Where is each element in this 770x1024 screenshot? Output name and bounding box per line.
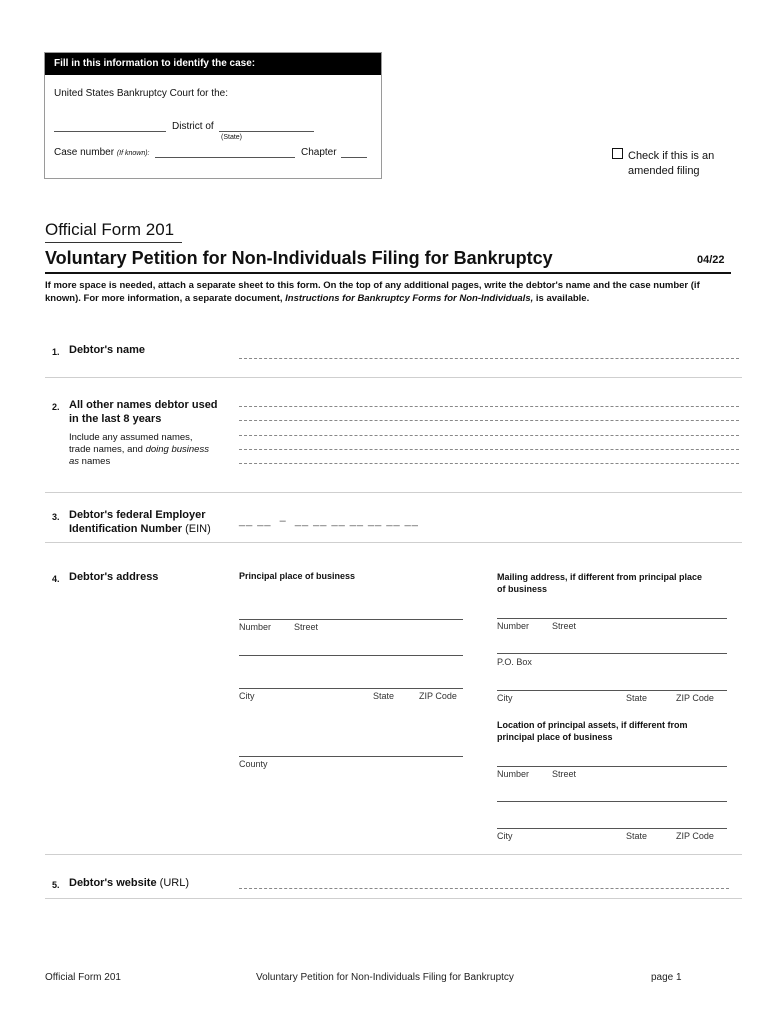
- item-4-label: Debtor's address: [69, 571, 159, 583]
- zip-label: ZIP Code: [676, 693, 714, 703]
- street-label: Street: [294, 622, 319, 632]
- court-line: United States Bankruptcy Court for the:: [54, 88, 228, 99]
- separator: [45, 492, 742, 493]
- other-name-field-2[interactable]: [239, 420, 739, 421]
- principal-street-field-2[interactable]: [239, 655, 463, 656]
- number-label: Number: [497, 621, 530, 631]
- item-1-number: 1.: [52, 347, 60, 357]
- amended-label: Check if this is an amended filing: [628, 150, 715, 177]
- principal-heading: Principal place of business: [239, 571, 356, 581]
- title-rule: [45, 272, 731, 274]
- location-street-field[interactable]: [497, 766, 727, 767]
- item-5-number: 5.: [52, 880, 60, 890]
- number-label: Number: [497, 769, 530, 779]
- mailing-city-field[interactable]: [497, 690, 727, 691]
- item-3-label: Debtor's federal Employer Identification Number (EIN): [69, 509, 211, 535]
- city-label: City: [239, 691, 255, 701]
- item-2-number: 2.: [52, 402, 60, 412]
- ein-field[interactable]: __ __ – __ __ __ __ __ __ __: [239, 515, 419, 527]
- other-name-field-1[interactable]: [239, 406, 739, 407]
- page-number: page 1: [651, 972, 682, 983]
- principal-city-field[interactable]: [239, 688, 463, 689]
- case-info-box: [44, 52, 382, 179]
- mailing-pobox-field[interactable]: [497, 653, 727, 654]
- chapter-label: Chapter: [301, 147, 337, 158]
- intro-text: If more space is needed, attach a separate sheet to this form. On the top of any additional pages, write the debtor's name and the case number (if known). For more information, a separate document, Instructions for Bankruptcy Forms for Non-Individuals, is available.: [45, 280, 700, 304]
- other-name-field-5[interactable]: [239, 463, 739, 464]
- state-label: State: [626, 693, 648, 703]
- case-number-label: Case number (If known):: [54, 147, 150, 158]
- po-box-label: P.O. Box: [497, 657, 532, 667]
- page-title: Voluntary Petition for Non-Individuals Filing for Bankruptcy: [45, 248, 553, 268]
- county-label: County: [239, 759, 268, 769]
- item-1-label: Debtor's name: [69, 344, 145, 356]
- form-version: 04/22: [697, 254, 725, 266]
- separator: [45, 377, 742, 378]
- item-5-label: Debtor's website (URL): [69, 877, 189, 889]
- zip-label: ZIP Code: [419, 691, 457, 701]
- website-field[interactable]: [239, 888, 729, 889]
- form-name-underline: [45, 242, 182, 243]
- state-label: (State): [221, 134, 243, 141]
- other-name-field-4[interactable]: [239, 449, 739, 450]
- district-label: District of: [172, 121, 214, 132]
- mailing-street-field[interactable]: [497, 618, 727, 619]
- footer-form-name: Official Form 201: [45, 972, 121, 983]
- number-label: Number: [239, 622, 272, 632]
- separator: [45, 898, 742, 899]
- district-field[interactable]: [219, 131, 314, 132]
- principal-street-field[interactable]: [239, 619, 463, 620]
- city-label: City: [497, 693, 513, 703]
- street-label: Street: [552, 769, 577, 779]
- case-box-header: Fill in this information to identify the case:: [45, 53, 381, 75]
- debtor-name-field[interactable]: [239, 358, 739, 359]
- item-3-number: 3.: [52, 512, 60, 522]
- form-name: Official Form 201: [45, 220, 175, 239]
- item-2-note: Include any assumed names, trade names, and doing business as names: [69, 432, 209, 467]
- item-4-number: 4.: [52, 574, 60, 584]
- zip-label: ZIP Code: [676, 831, 714, 841]
- other-name-field-3[interactable]: [239, 435, 739, 436]
- street-label: Street: [552, 621, 577, 631]
- separator: [45, 854, 742, 855]
- location-city-field[interactable]: [497, 828, 727, 829]
- court-name-field[interactable]: [54, 131, 166, 132]
- location-heading: Location of principal assets, if different from principal place of business: [497, 720, 688, 742]
- city-label: City: [497, 831, 513, 841]
- item-2-label: All other names debtor used in the last 8 years: [69, 399, 218, 425]
- location-street-field-2[interactable]: [497, 801, 727, 802]
- state-label: State: [626, 831, 648, 841]
- separator: [45, 542, 742, 543]
- chapter-field[interactable]: [341, 157, 367, 158]
- state-label: State: [373, 691, 395, 701]
- case-number-field[interactable]: [155, 157, 295, 158]
- mailing-heading: Mailing address, if different from principal place of business: [497, 572, 703, 594]
- footer-title: Voluntary Petition for Non-Individuals Filing for Bankruptcy: [256, 972, 514, 983]
- county-field[interactable]: [239, 756, 463, 757]
- amended-checkbox[interactable]: [612, 148, 623, 159]
